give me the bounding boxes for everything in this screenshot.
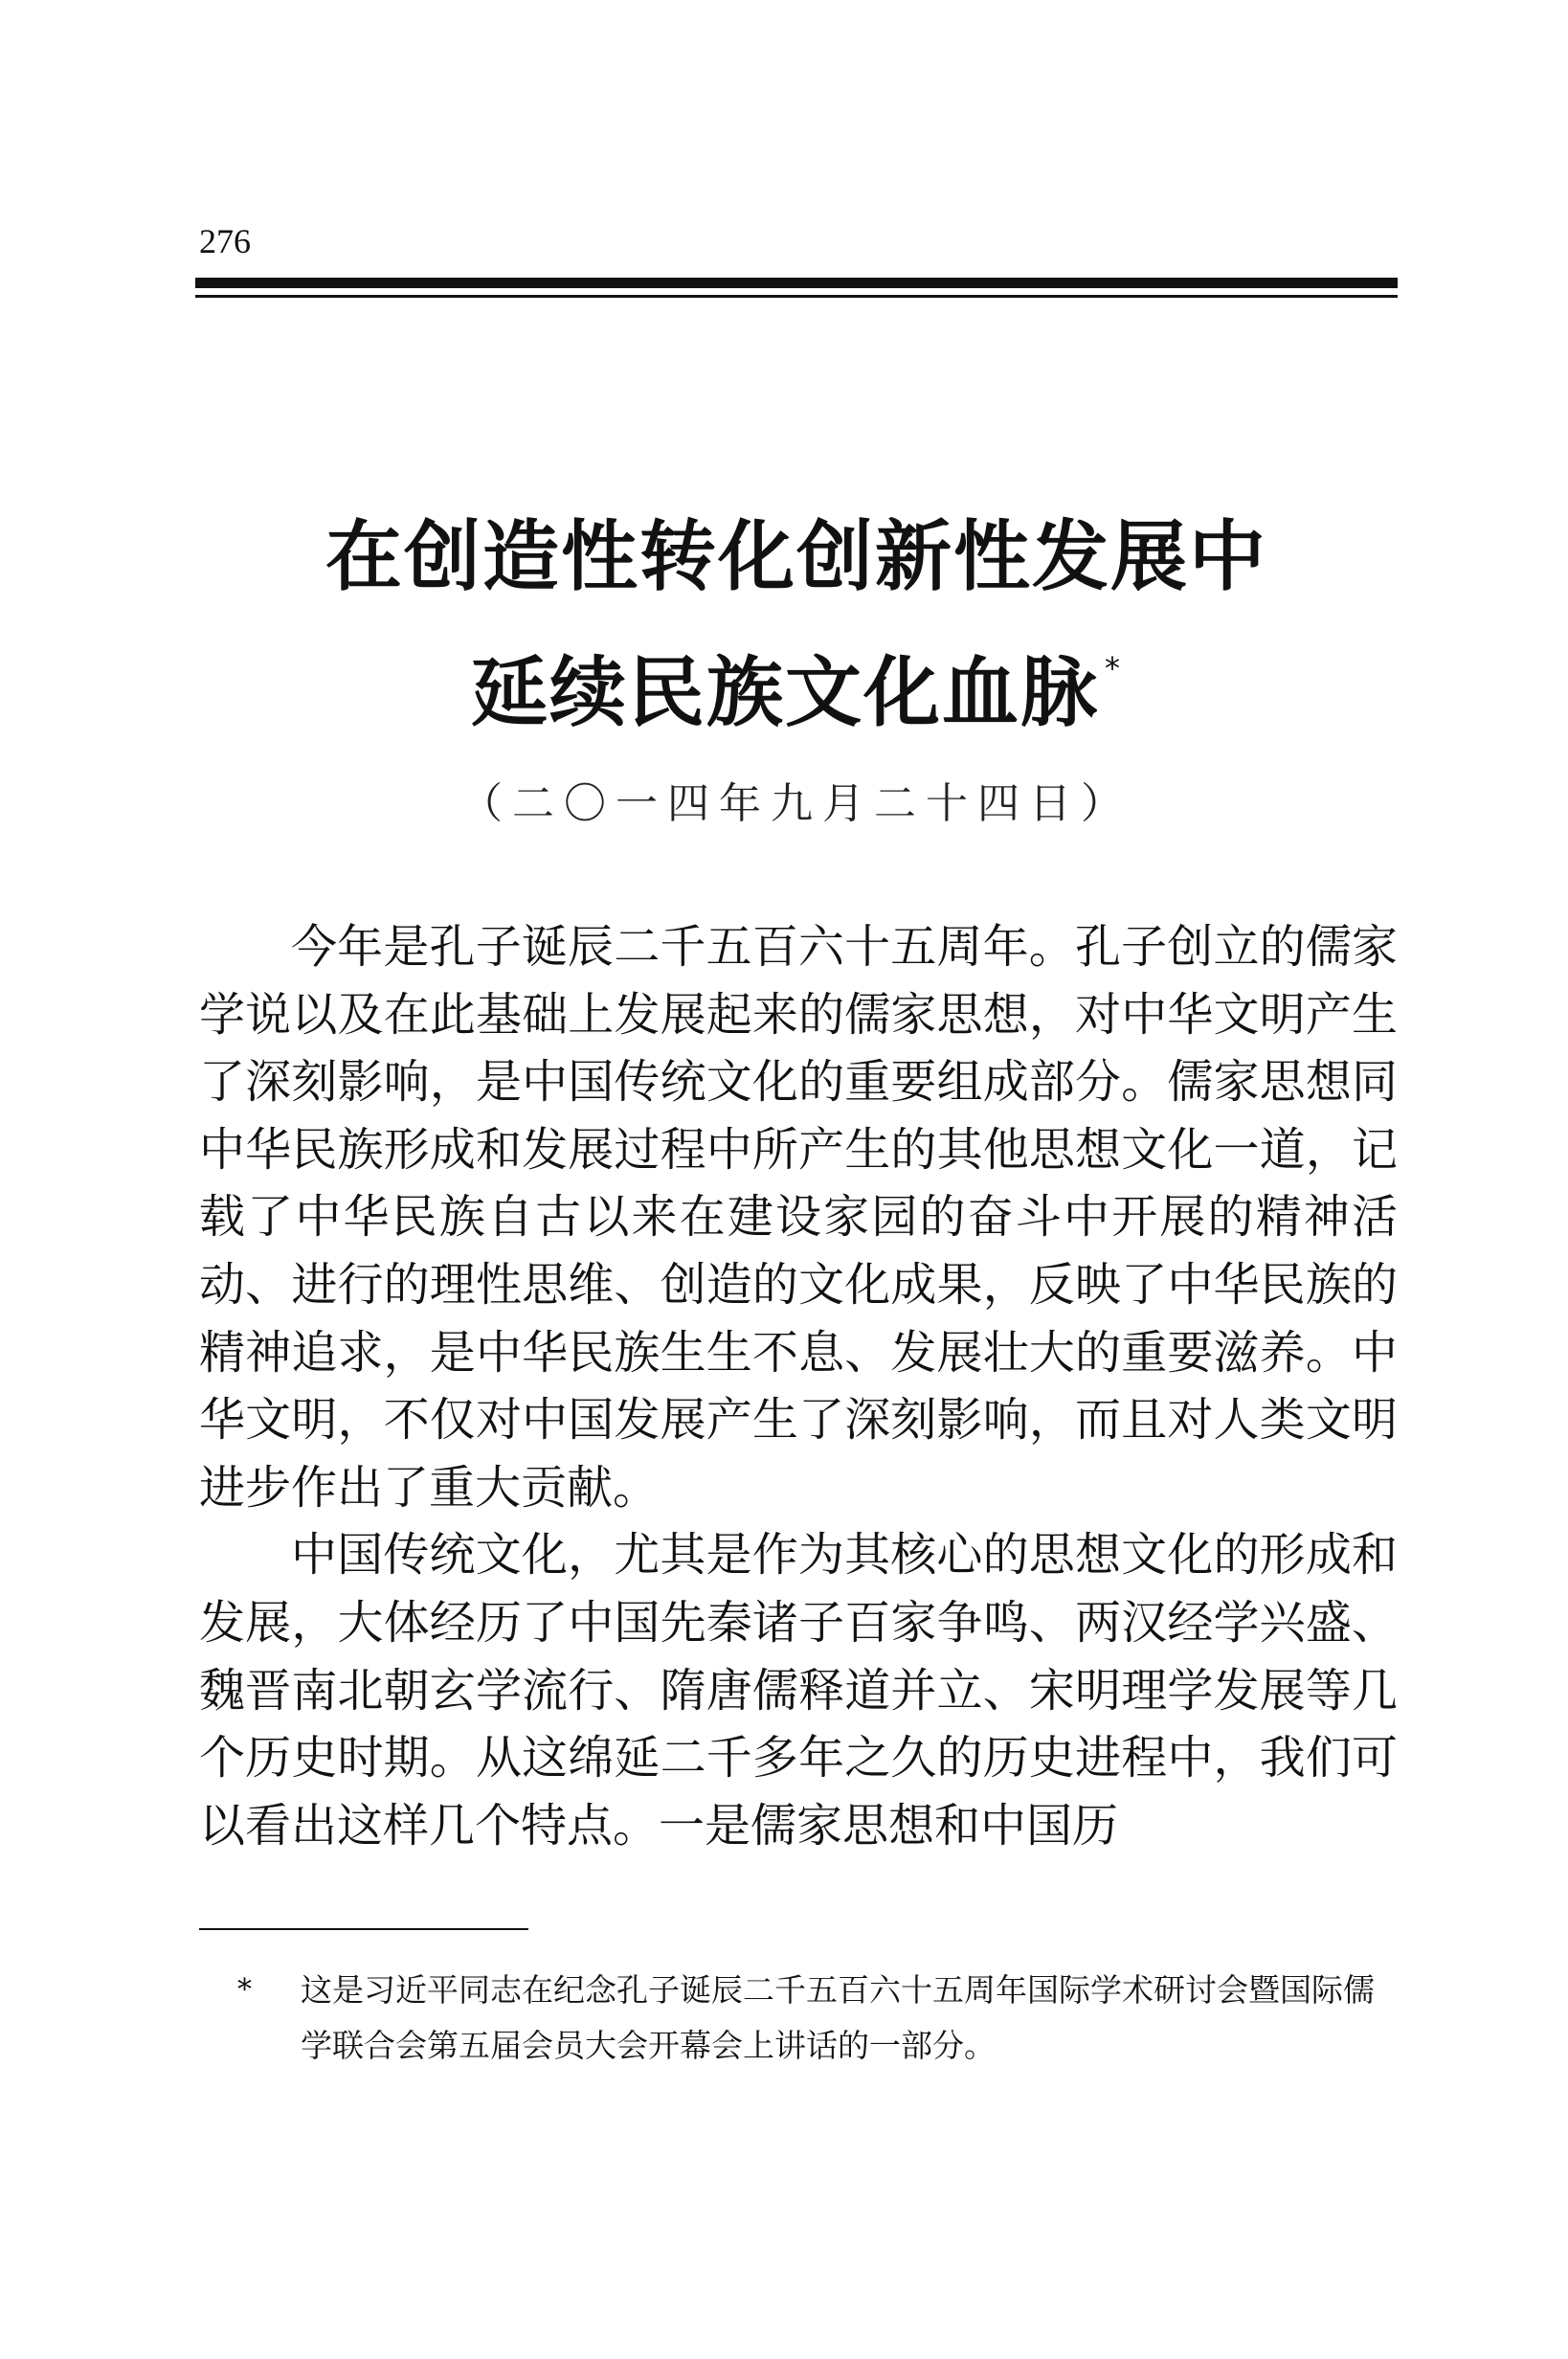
title-footnote-mark: * [1105,650,1122,686]
title-line-2 [195,620,1398,741]
body-text [199,913,1398,1859]
footnote [237,1963,1398,2074]
footnote-text: 这是习近平同志在纪念孔子诞辰二千五百六十五周年国际学术研讨会暨国际儒学联合会第五届会员大会开幕会上讲话的一部分。 [301,1971,1375,2064]
speech-date: （二〇一四年九月二十四日） [460,779,1132,828]
paragraph-1: 今年是孔子诞辰二千五百六十五周年。孔子创立的儒家学说以及在此基础上发展起来的儒家思想，对中华文明产生了深刻影响，是中国传统文化的重要组成部分。儒家思想同中华民族形成和发展过程中所产生的其他思想文化一道，记载了中华民族自古以来在建设家园的奋斗中开展的精神活动、进行的理性思维、创造的文化成果，反映了中华民族的精神追求，是中华民族生生不息、发展壮大的重要滋养。中华文明，不仅对中国发展产生了深刻影响，而且对人类文明进步作出了重大贡献。 [199,920,1398,1515]
footnote-mark: * [237,1973,252,2007]
header-rule-thin [195,295,1398,298]
header-rule-thick [195,278,1398,288]
footnote-rule [199,1928,528,1930]
page-number: 276 [199,222,251,260]
title-line-1-text: 在创造性转化创新性发展中 [325,512,1267,601]
title-line-2-text: 延续民族文化血脉 [471,648,1099,737]
paragraph-2: 中国传统文化，尤其是作为其核心的思想文化的形成和发展，大体经历了中国先秦诸子百家争鸣、两汉经学兴盛、魏晋南北朝玄学流行、隋唐儒释道并立、宋明理学发展等几个历史时期。从这绵延二千多年之久的历史进程中，我们可以看出这样几个特点。一是儒家思想和中国历 [199,1528,1398,1853]
title-line-1 [195,509,1398,605]
